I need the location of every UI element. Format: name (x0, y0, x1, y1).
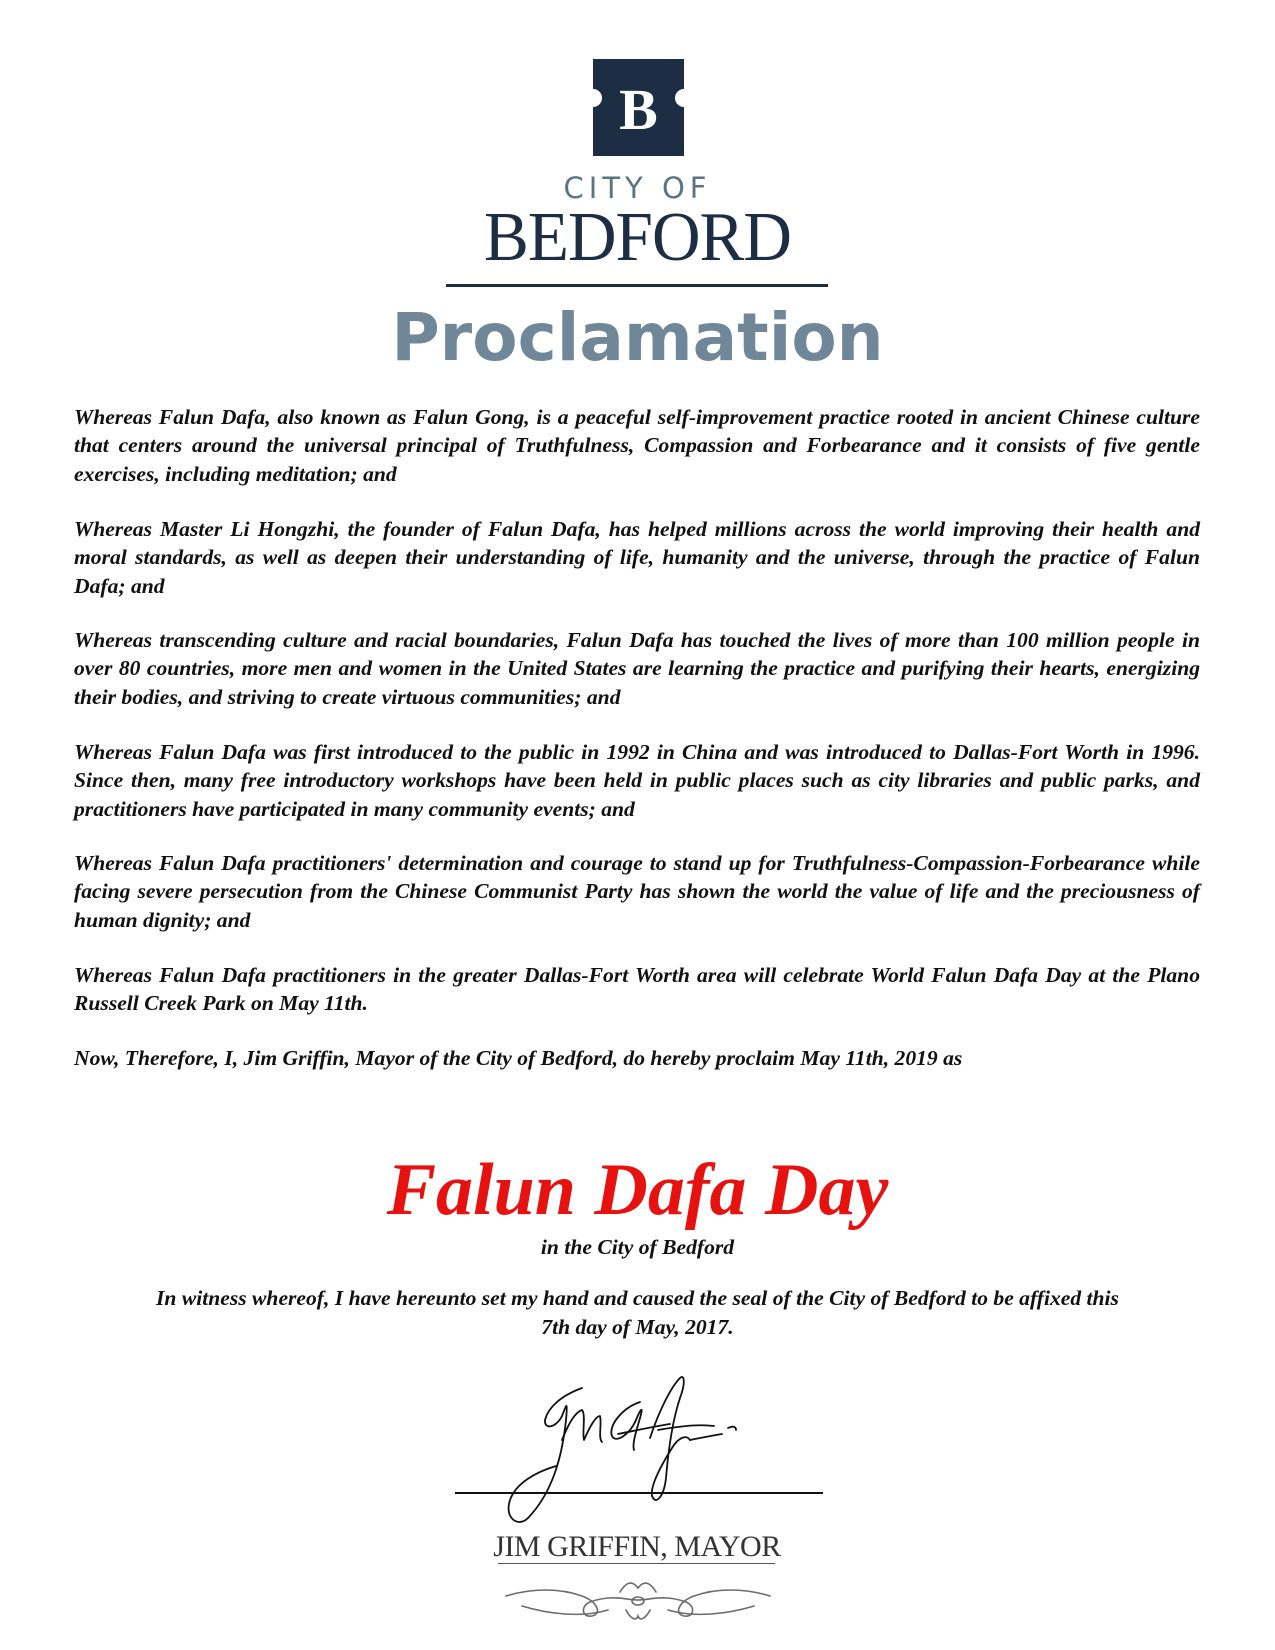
whereas-paragraph-3: Whereas transcending culture and racial boundaries, Falun Dafa has touched the lives of more than 100 million people in over 80 countries, more men and women in the United States are learning the practice and purifying their hearts, energizing their bodies, and striving to create virtuous communities; and (74, 628, 1200, 709)
witness-line-2: 7th day of May, 2017. (541, 1315, 734, 1339)
day-subtitle: in the City of Bedford (540, 1235, 735, 1259)
whereas-paragraph-1: Whereas Falun Dafa, also known as Falun Gong, is a peaceful self-improvement practice rooted in ancient Chinese culture that centers around the universal principal of Truthfulness, Compassion and Forbearance and it consists of five gentle exercises, including meditation; and (74, 405, 1200, 486)
logo-city-of: CITY OF (563, 171, 712, 205)
page-title: Proclamation (391, 299, 884, 376)
proclaim-paragraph: Now, Therefore, I, Jim Griffin, Mayor of the City of Bedford, do hereby proclaim May 11th, 2019 as (74, 1046, 963, 1070)
signature-line (455, 1492, 823, 1494)
logo-monogram: B (619, 77, 658, 142)
whereas-paragraph-2: Whereas Master Li Hongzhi, the founder of Falun Dafa, has helped millions across the world improving their health and moral standards, as well as deepen their understanding of life, humanity and the universe, through the practice of Falun Dafa; and (74, 517, 1200, 598)
witness-line-1: In witness whereof, I have hereunto set my hand and caused the seal of the City of Bedford to be affixed this (156, 1286, 1119, 1310)
whereas-paragraph-6: Whereas Falun Dafa practitioners in the greater Dallas-Fort Worth area will celebrate World Falun Dafa Day at the Plano Russell Creek Park on May 11th. (74, 963, 1200, 1016)
ornamental-flourish-icon (502, 1570, 774, 1630)
mayor-name-underline (498, 1563, 775, 1564)
proclaimed-day-title: Falun Dafa Day (386, 1149, 889, 1231)
city-logo-b-icon (593, 59, 684, 156)
logo-divider (446, 284, 828, 287)
mayor-signature (500, 1368, 770, 1528)
mayor-name: JIM GRIFFIN, MAYOR (493, 1530, 781, 1563)
logo-city-name: BEDFORD (484, 199, 791, 276)
whereas-paragraph-5: Whereas Falun Dafa practitioners' determination and courage to stand up for Truthfulness-Compassion-Forbearance while facing severe persecution from the Chinese Communist Party has shown the world the value of life and the preciousness of human dignity; and (74, 851, 1200, 932)
whereas-paragraph-4: Whereas Falun Dafa was first introduced to the public in 1992 in China and was introduced to Dallas-Fort Worth in 1996. Since then, many free introductory workshops have been held in public places such as city libraries and public parks, and practitioners have participated in many community events; and (74, 740, 1200, 821)
